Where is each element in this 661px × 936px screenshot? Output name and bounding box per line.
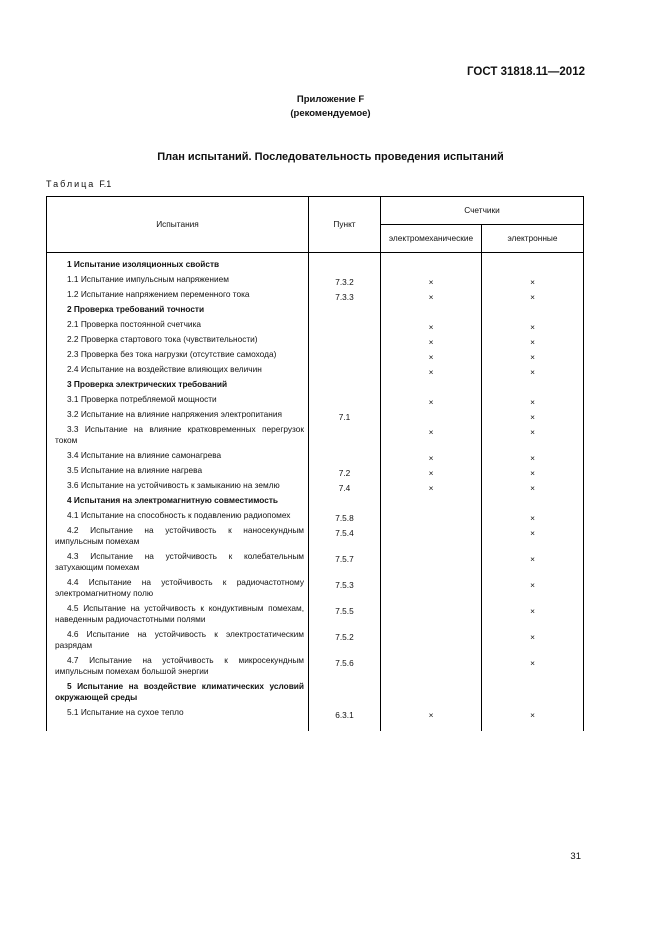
row-test-name: 1.1 Испытание импульсным напряжением [47,274,309,289]
row-electronic-mark: × [482,551,584,577]
table-row [47,379,584,394]
row-electromechanical-mark [381,510,482,525]
row-clause: 6.3.1 [309,707,381,731]
row-test-name: 2 Проверка требований точности [47,304,309,319]
row-electromechanical-mark [381,495,482,510]
row-electronic-mark [482,253,584,275]
row-electronic-mark: × [482,394,584,409]
table-row [47,334,584,349]
row-test-name: 3.3 Испытание на влияние кратковременных перегрузок током [47,424,309,450]
table-row [47,707,584,731]
row-electronic-mark: × [482,465,584,480]
row-test-name: 2.1 Проверка постоянной счетчика [47,319,309,334]
row-clause [309,424,381,450]
row-clause [309,379,381,394]
row-electronic-mark [482,379,584,394]
row-test-name: 3.1 Проверка потребляемой мощности [47,394,309,409]
row-clause [309,394,381,409]
row-clause [309,349,381,364]
row-clause: 7.5.3 [309,577,381,603]
table-row [47,304,584,319]
row-test-name: 4.7 Испытание на устойчивость к микросекундным импульсным помехам большой энергии [47,655,309,681]
row-test-name: 4.2 Испытание на устойчивость к наносекундным импульсным помехам [47,525,309,551]
table-row [47,603,584,629]
row-clause: 7.5.2 [309,629,381,655]
row-electronic-mark [482,304,584,319]
table-row [47,450,584,465]
row-clause [309,319,381,334]
row-clause: 7.3.2 [309,274,381,289]
row-electromechanical-mark [381,409,482,424]
row-electromechanical-mark: × [381,289,482,304]
row-electromechanical-mark [381,681,482,707]
row-clause: 7.1 [309,409,381,424]
row-electromechanical-mark [381,379,482,394]
row-test-name: 3.2 Испытание на влияние напряжения электропитания [47,409,309,424]
appendix-status: (рекомендуемое) [290,108,371,119]
row-test-name: 4.6 Испытание на устойчивость к электростатическим разрядам [47,629,309,655]
table-row [47,319,584,334]
row-test-name: 3.4 Испытание на влияние самонагрева [47,450,309,465]
row-electronic-mark: × [482,510,584,525]
row-test-name: 5.1 Испытание на сухое тепло [47,707,309,731]
header-electromechanical: электромеханические [381,225,482,253]
row-clause: 7.5.6 [309,655,381,681]
table-row [47,480,584,495]
table-row [47,551,584,577]
row-electronic-mark: × [482,525,584,551]
table-row [47,409,584,424]
row-electronic-mark: × [482,707,584,731]
table-body [47,253,584,732]
row-electromechanical-mark: × [381,450,482,465]
row-electronic-mark: × [482,424,584,450]
row-test-name: 1.2 Испытание напряжением переменного тока [47,289,309,304]
row-test-name: 4.5 Испытание на устойчивость к кондуктивным помехам, наведенным радиочастотными полями [47,603,309,629]
row-electromechanical-mark: × [381,334,482,349]
row-electronic-mark: × [482,577,584,603]
row-test-name: 2.4 Испытание на воздействие влияющих величин [47,364,309,379]
header-meters: Счетчики [381,197,584,225]
row-clause: 7.5.5 [309,603,381,629]
row-clause: 7.5.8 [309,510,381,525]
page-number: 31 [570,851,581,862]
row-electronic-mark: × [482,274,584,289]
test-plan-table [46,196,584,731]
row-clause [309,304,381,319]
row-electronic-mark: × [482,409,584,424]
row-clause [309,450,381,465]
section-title: План испытаний. Последовательность проведения испытаний [157,151,504,163]
header-tests: Испытания [47,197,309,253]
table-row [47,629,584,655]
header-electronic: электронные [482,225,584,253]
row-electromechanical-mark [381,655,482,681]
table-row [47,364,584,379]
row-test-name: 2.3 Проверка без тока нагрузки (отсутствие самохода) [47,349,309,364]
row-electromechanical-mark [381,253,482,275]
row-electromechanical-mark: × [381,707,482,731]
row-electromechanical-mark: × [381,319,482,334]
table-row [47,289,584,304]
row-electromechanical-mark: × [381,349,482,364]
row-electromechanical-mark [381,551,482,577]
row-clause: 7.4 [309,480,381,495]
row-clause: 7.5.7 [309,551,381,577]
row-test-name: 1 Испытание изоляционных свойств [47,253,309,275]
row-electromechanical-mark [381,629,482,655]
table-row [47,274,584,289]
row-clause [309,681,381,707]
row-electromechanical-mark [381,304,482,319]
table-row [47,424,584,450]
table-row [47,394,584,409]
row-electronic-mark: × [482,349,584,364]
row-electronic-mark: × [482,450,584,465]
document-code: ГОСТ 31818.11—2012 [467,66,585,78]
row-test-name: 2.2 Проверка стартового тока (чувствительности) [47,334,309,349]
header-clause: Пункт [309,197,381,253]
row-electromechanical-mark: × [381,394,482,409]
row-test-name: 4.1 Испытание на способность к подавлению радиопомех [47,510,309,525]
row-test-name: 4.3 Испытание на устойчивость к колебательным затухающим помехам [47,551,309,577]
row-electromechanical-mark: × [381,424,482,450]
row-clause [309,364,381,379]
row-electromechanical-mark: × [381,480,482,495]
row-test-name: 4.4 Испытание на устойчивость к радиочастотному электромагнитному полю [47,577,309,603]
table-row [47,655,584,681]
row-electronic-mark: × [482,319,584,334]
row-electronic-mark: × [482,655,584,681]
row-clause [309,495,381,510]
row-electromechanical-mark [381,577,482,603]
row-electronic-mark: × [482,480,584,495]
row-electronic-mark: × [482,603,584,629]
row-test-name: 3.6 Испытание на устойчивость к замыканию на землю [47,480,309,495]
table-row [47,681,584,707]
table-caption [46,179,111,189]
row-test-name: 4 Испытания на электромагнитную совместимость [47,495,309,510]
table-caption-number: F.1 [99,179,112,189]
row-electromechanical-mark: × [381,364,482,379]
row-electromechanical-mark: × [381,465,482,480]
row-clause [309,253,381,275]
row-electronic-mark [482,681,584,707]
row-electronic-mark: × [482,364,584,379]
row-electronic-mark: × [482,334,584,349]
appendix-title: Приложение F [296,94,365,105]
table-row [47,510,584,525]
row-electronic-mark: × [482,629,584,655]
row-clause [309,334,381,349]
table-row [47,495,584,510]
table-row [47,525,584,551]
row-electromechanical-mark: × [381,274,482,289]
table-row [47,465,584,480]
row-electronic-mark: × [482,289,584,304]
row-test-name: 3.5 Испытание на влияние нагрева [47,465,309,480]
row-clause: 7.5.4 [309,525,381,551]
row-electronic-mark [482,495,584,510]
row-electromechanical-mark [381,525,482,551]
row-electromechanical-mark [381,603,482,629]
table-row [47,349,584,364]
row-clause: 7.3.3 [309,289,381,304]
table-caption-word: Таблица [46,179,96,189]
table-row [47,577,584,603]
row-test-name: 5 Испытание на воздействие климатических условий окружающей среды [47,681,309,707]
row-clause: 7.2 [309,465,381,480]
row-test-name: 3 Проверка электрических требований [47,379,309,394]
table-row [47,253,584,275]
